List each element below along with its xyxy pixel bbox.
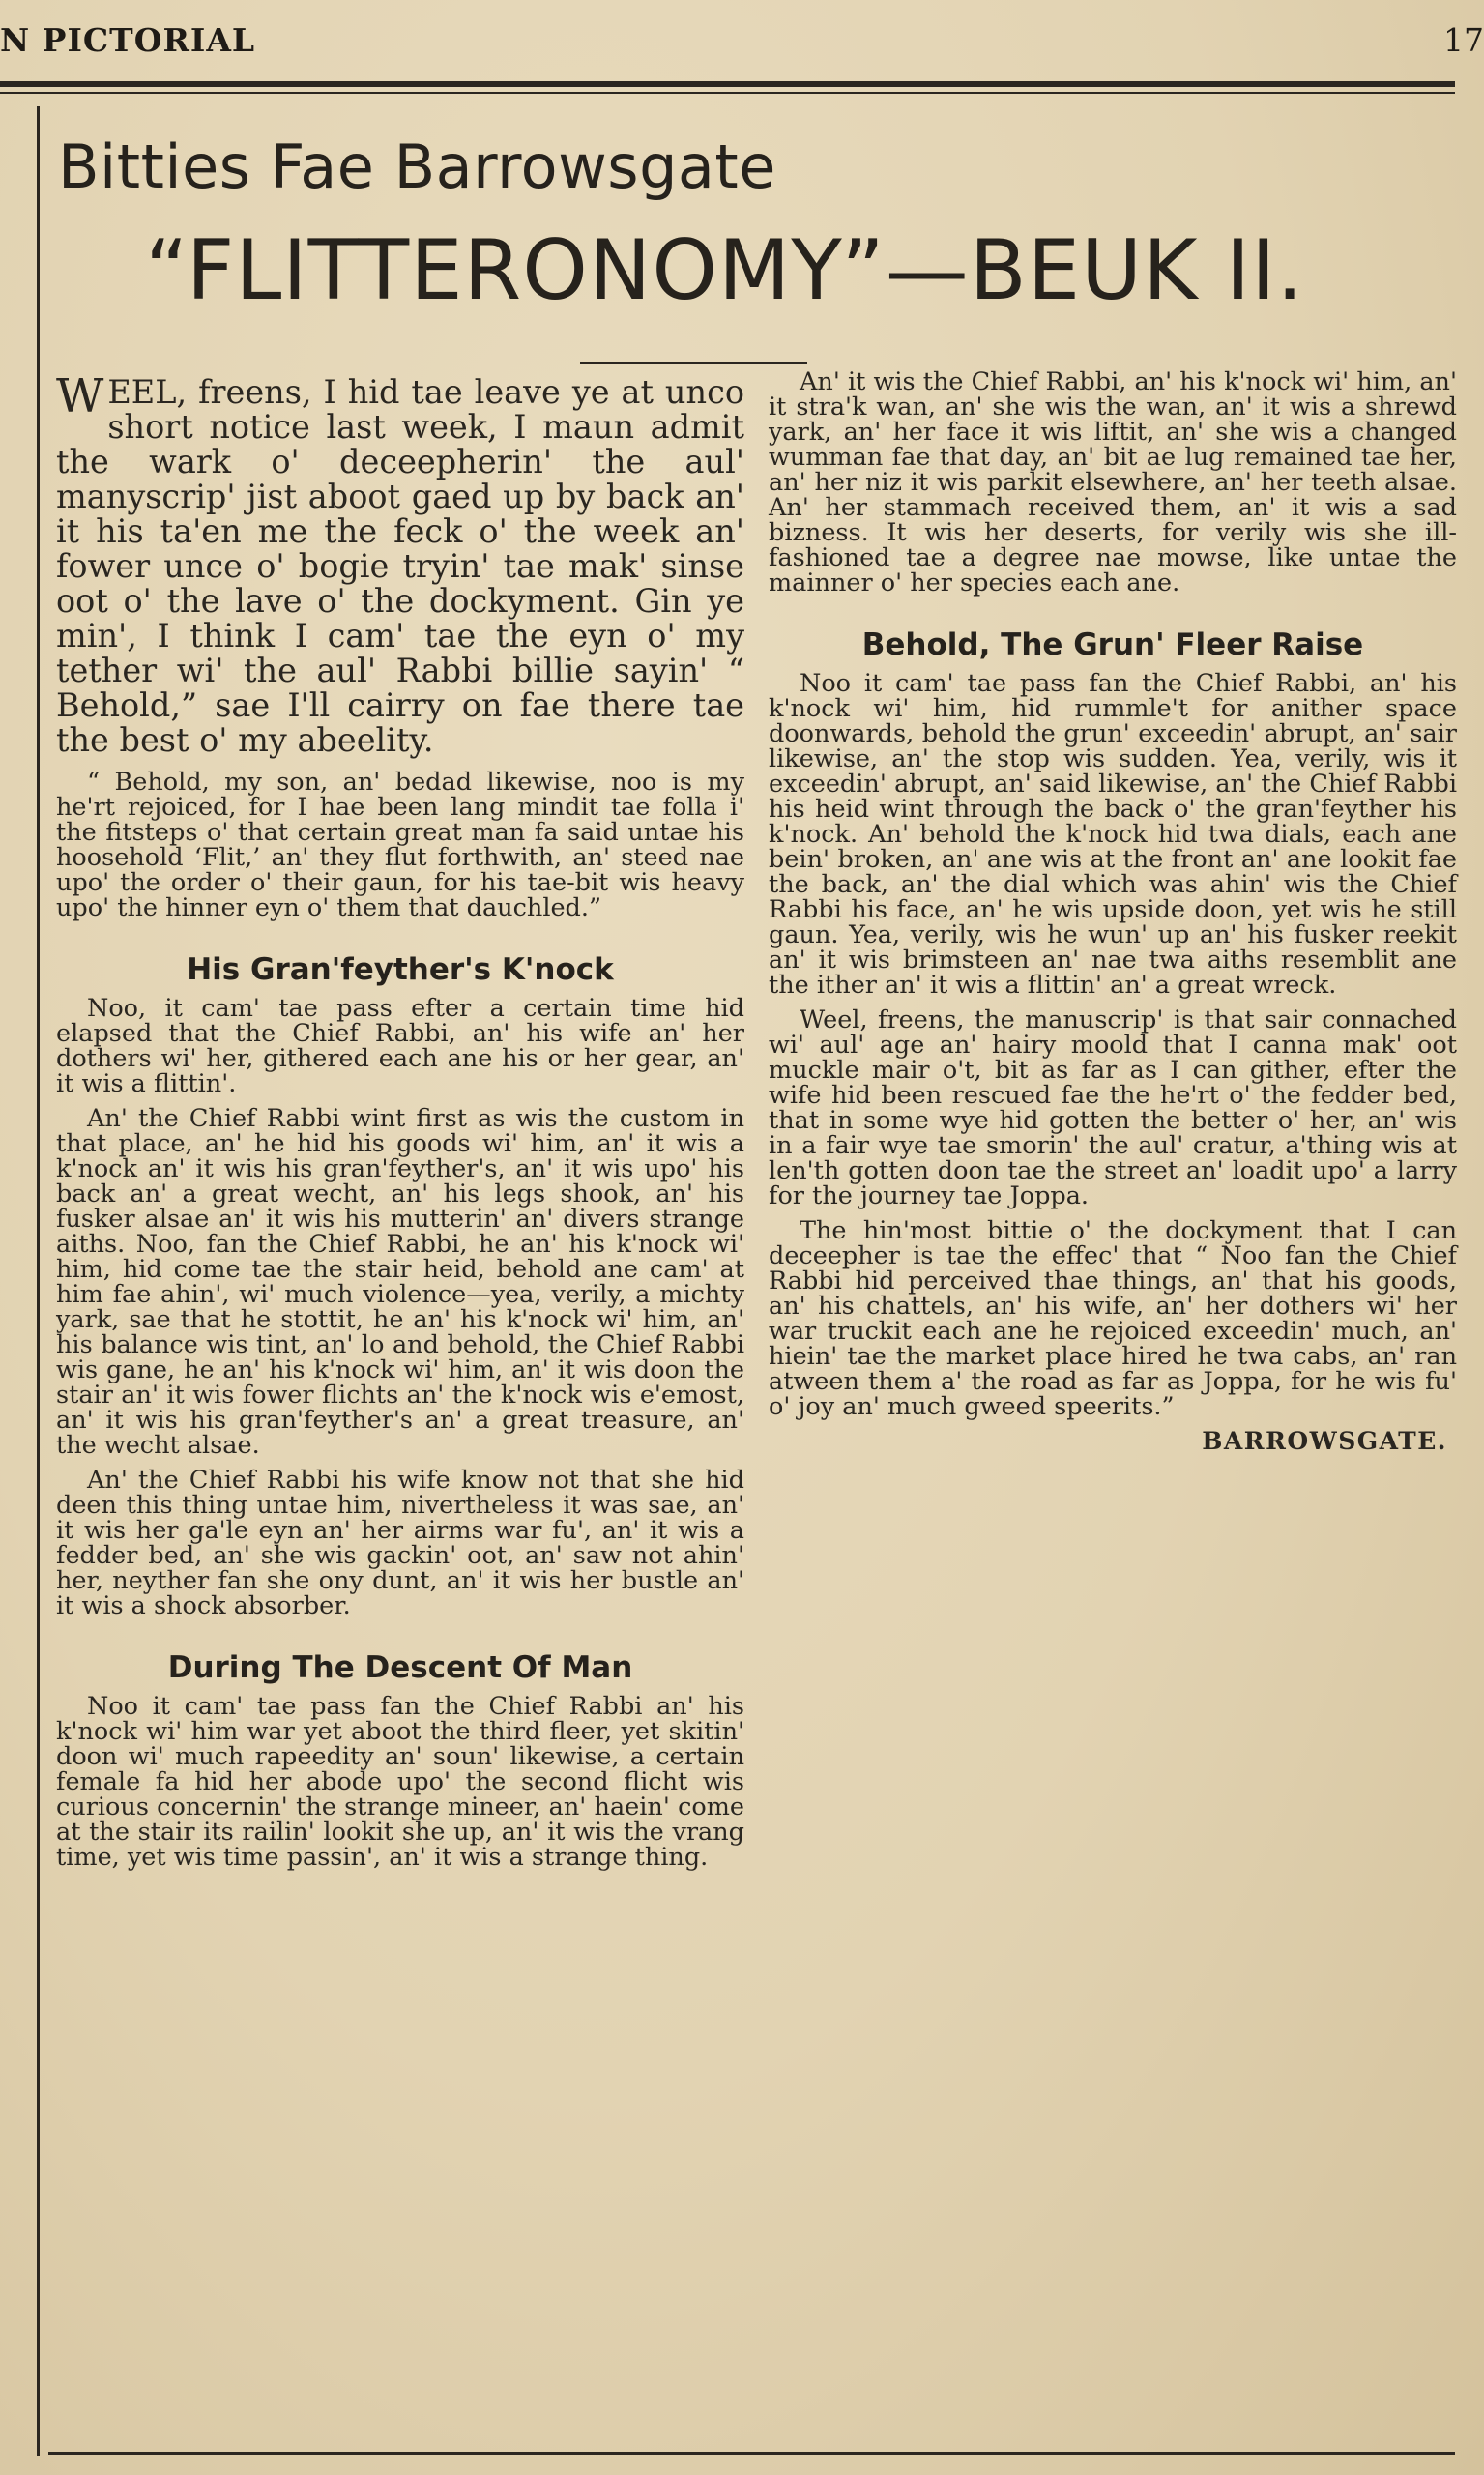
header-rule-thin	[0, 92, 1455, 94]
column-right	[769, 369, 1457, 1454]
article-subtitle: “FLITTERONOMY”—BEUK II.	[145, 222, 1304, 319]
body-paragraph: An' the Chief Rabbi his wife know not that she hid deen this thing untae him, nivertheless it was sae, an' it wis her ga'le eyn an' her airms war fu', an' it wis a fedder bed, an' she wis gackin' oot, an' saw not ahin' her, neyther fan she ony dunt, an' it wis her bustle an' it wis a shock absorber.	[56, 1466, 744, 1620]
column-left	[56, 369, 744, 1879]
section-heading: His Gran'feyther's K'nock	[187, 952, 614, 987]
body-paragraph: Noo, it cam' tae pass efter a certain time hid elapsed that the Chief Rabbi, an' his wife an' her dothers wi' her, githered each ane his or her gear, an' it wis a flittin'.	[56, 994, 744, 1098]
section-heading: During The Descent Of Man	[167, 1650, 633, 1685]
running-head: N PICTORIAL	[0, 21, 256, 59]
body-paragraph: Weel, freens, the manuscrip' is that sair connached wi' aul' age an' hairy moold that I canna mak' oot muckle mair o't, bit as far as I can gither, efter the wife hid been rescued fae the he'rt o' the fedder bed, that in some wye hid gotten the better o' her, an' wis in a fair wye tae smorin' the aul' cratur, a'thing wis at len'th gotten doon tae the street an' loadit upo' a larry for the journey tae Joppa.	[769, 1005, 1457, 1210]
author-signature: BARROWSGATE.	[1202, 1427, 1447, 1455]
body-paragraph: An' the Chief Rabbi wint first as wis the custom in that place, an' he hid his goods wi' him, an' it wis a k'nock an' it wis his gran'feyther's, an' it wis upo' his back an' a great wecht, an' his legs shook, an' his fusker alsae an' it wis his mutterin' an' divers strange aiths. Noo, fan the Chief Rabbi, he an' his k'nock wi' him, hid come tae the stair heid, behold ane cam' at him fae ahin', wi' much violence—yea, verily, a michty yark, sae that he stottit, he an' his k'nock wi' him, an' his balance wis tint, an' lo and behold, the Chief Rabbi wis gane, he an' his k'nock wi' him, an' it wis doon the stair an' it wis fower flichts an' the k'nock wis e'emost, an' it wis his gran'feyther's an' a great treasure, an' the wecht alsae.	[56, 1104, 744, 1460]
header-rule-thick	[0, 81, 1455, 87]
body-paragraph: The hin'most bittie o' the dockyment that I can deceepher is tae the effec' that “ Noo fan the Chief Rabbi hid perceived thae things, an' that his goods, an' his chattels, an' his wife, an' her dothers wi' her war truckit each ane he rejoiced exceedin' much, an' hiein' tae the market place hired he twa cabs, an' ran atween them a' the road as far as Joppa, for he wis fu' o' joy an' much gweed speerits.”	[769, 1216, 1457, 1421]
page-number: 17	[1443, 21, 1484, 59]
drop-cap: W	[56, 369, 104, 423]
intro-text: EEL, freens, I hid tae leave ye at unco short notice last week, I maun admit the wark o' decеepherin' the aul' manyscrip' jist aboot gaed up by back an' it his ta'en me the feck o' the week an' fower unce o' bogie tryin' tae mak' sinse oot o' the lave o' the dockyment. Gin ye min', I think I cam' tae the eyn o' my tether wi' the aul' Rabbi billie sayin' “ Behold,” sae I'll cairry on fae there tae the best o' my abeelity.	[56, 373, 744, 759]
section-heading: Behold, The Grun' Fleer Raise	[861, 627, 1364, 662]
bottom-rule	[48, 2452, 1455, 2455]
body-paragraph: An' it wis the Chief Rabbi, an' his k'nock wi' him, an' it stra'k wan, an' she wis the wan, an' it wis a shrewd yark, an' her face it wis liftit, an' she wis a changed wumman fae that day, an' bit ae lug remained tae her, an' her niz it wis parkit elsewhere, an' her teeth alsae. An' her stammach received them, an' it wis a sad bizness. It wis her deserts, for verily wis she ill-fashioned tae a degree nae mowse, like untae the mainner o' her species each ane.	[769, 367, 1457, 597]
title-divider	[580, 362, 807, 364]
body-paragraph: Noo it cam' tae pass fan the Chief Rabbi an' his k'nock wi' him war yet aboot the third fleer, yet skitin' doon wi' much rapeedity an' soun' likewise, a certain female fa hid her abode upo' the second flicht wis curious concernin' the strange mineer, an' haein' come at the stair its railin' lookit she up, an' it wis the vrang time, yet wis time passin', an' it wis a strange thing.	[56, 1692, 744, 1872]
article-title: Bitties Fae Barrowsgate	[58, 131, 776, 202]
intro-paragraph	[56, 369, 744, 759]
column-border-left	[37, 106, 40, 2456]
body-paragraph: Noo it cam' tae pass fan the Chief Rabbi, an' his k'nock wi' him, hid rummle't for anither space doonwards, behold the grun' exceedin' abrupt, an' sair likewise, an' the stop wis sudden. Yea, verily, wis it exceedin' abrupt, an' said likewise, an' the Chief Rabbi his heid wint through the back o' the gran'feyther his k'nock. An' behold the k'nock hid twa dials, each ane bein' broken, an' ane wis at the front an' ane lookit fae the back, an' the dial which was ahin' wis the Chief Rabbi his face, an' he wis upside doon, yet wis he still gaun. Yea, verily, wis he wun' up an' his fusker reekit an' it wis brimsteen an' nae twa aiths resemblit ane the ither an' it wis a flittin' an' a great wreck.	[769, 669, 1457, 1000]
quote-paragraph: “ Behold, my son, an' bedad likewise, noo is my he'rt rejoiced, for I hae been lang mindit tae folla i' the fitsteps o' that certain great man fa said untae his hoosehold ‘Flit,’ an' they flut forthwith, an' steed nae upo' the order o' their gaun, for his tae-bit wis heavy upo' the hinner eyn o' them that dauchled.”	[56, 768, 744, 922]
